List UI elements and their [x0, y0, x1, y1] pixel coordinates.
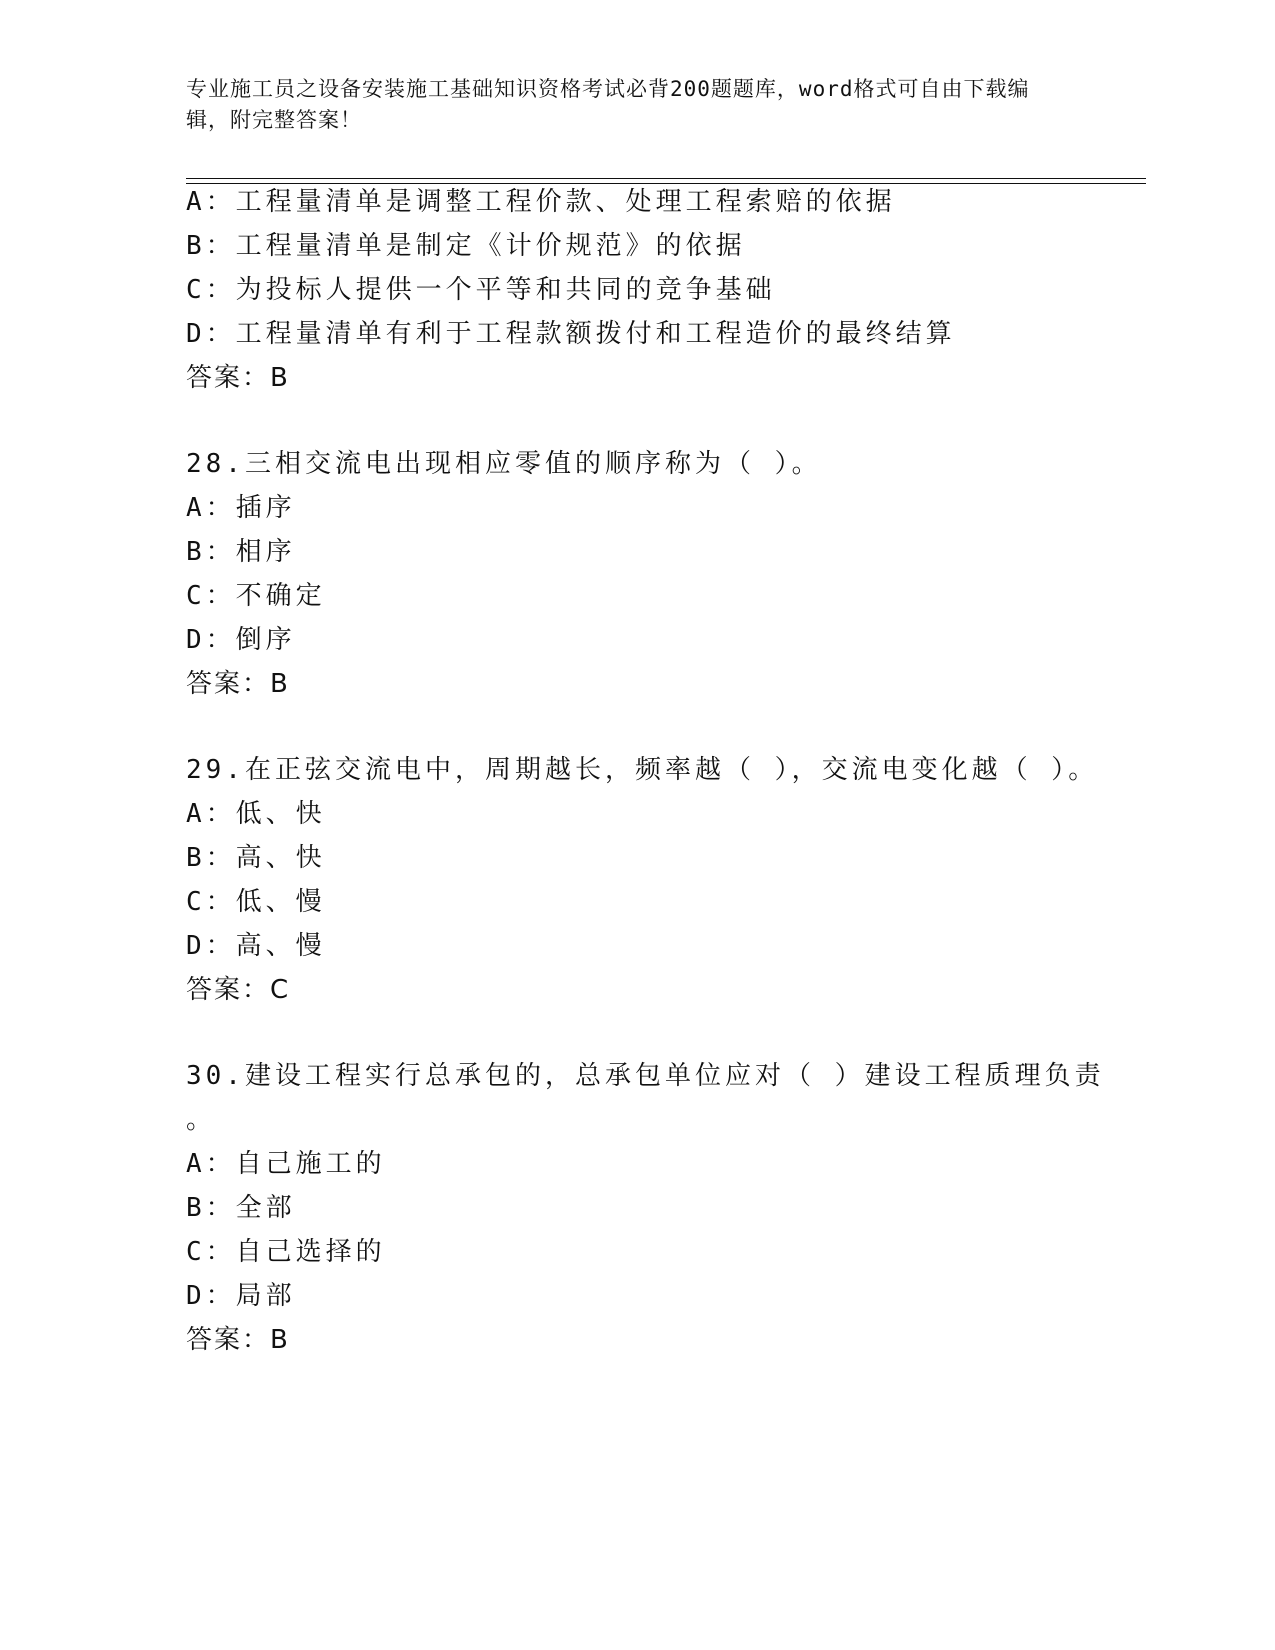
header-divider-top: [186, 178, 1146, 179]
q30-question-continuation: 。: [186, 1105, 217, 1135]
q28-option-c: C：不确定: [186, 581, 326, 611]
q30-option-a: A：自己施工的: [186, 1149, 386, 1179]
q30-answer: 答案：B: [186, 1325, 290, 1355]
q27-option-d: D：工程量清单有利于工程款额拨付和工程造价的最终结算: [186, 319, 956, 349]
document-header: 专业施工员之设备安装施工基础知识资格考试必背200题题库，word格式可自由下载编辑，附完整答案！: [186, 77, 1030, 132]
q29-option-a: A：低、快: [186, 799, 326, 829]
q28-answer: 答案：B: [186, 669, 290, 699]
q29-option-b: B：高、快: [186, 843, 326, 873]
q30-option-d: D：局部: [186, 1281, 296, 1311]
q28-option-b: B：相序: [186, 537, 296, 567]
q29-question: 29.在正弦交流电中，周期越长，频率越（ ），交流电变化越（ ）。: [186, 755, 1099, 785]
q29-option-c: C：低、慢: [186, 887, 326, 917]
q27-answer: 答案：B: [186, 363, 290, 393]
q28-option-a: A：插序: [186, 493, 296, 523]
q27-option-b: B：工程量清单是制定《计价规范》的依据: [186, 231, 746, 261]
q28-option-d: D：倒序: [186, 625, 296, 655]
q27-option-a: A：工程量清单是调整工程价款、处理工程索赔的依据: [186, 187, 896, 217]
q30-option-c: C：自己选择的: [186, 1237, 386, 1267]
q29-option-d: D：高、慢: [186, 931, 326, 961]
q27-option-c: C：为投标人提供一个平等和共同的竞争基础: [186, 275, 776, 305]
header-divider-bottom: [186, 183, 1146, 184]
q30-question: 30.建设工程实行总承包的，总承包单位应对（ ）建设工程质理负责: [186, 1061, 1105, 1091]
q28-question: 28.三相交流电出现相应零值的顺序称为（ ）。: [186, 449, 822, 479]
q30-option-b: B：全部: [186, 1193, 296, 1223]
q29-answer: 答案：C: [186, 975, 291, 1005]
